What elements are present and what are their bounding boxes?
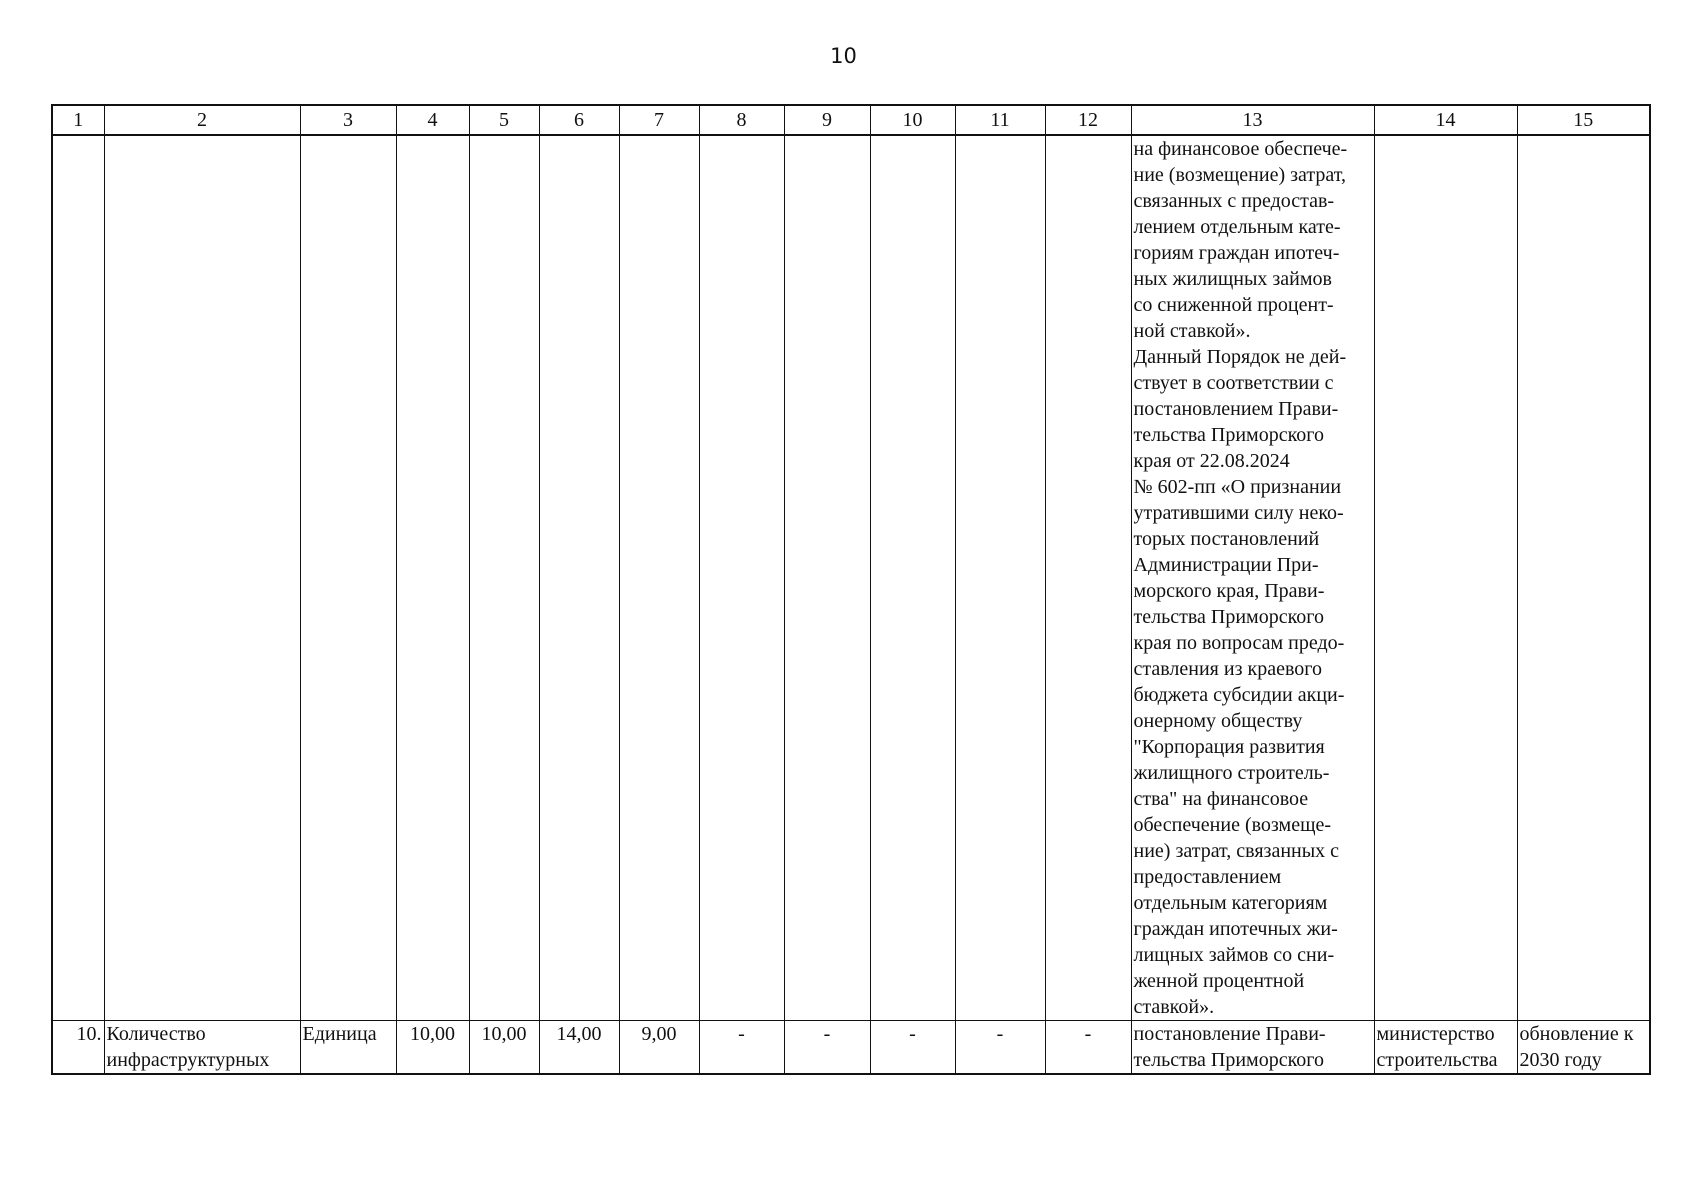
update-cell: обновление к 2030 году — [1517, 1021, 1650, 1075]
unit-cell: Единица — [300, 1021, 396, 1075]
column-number-row — [52, 105, 1650, 135]
column-header: 7 — [619, 105, 699, 135]
indicators-table — [51, 104, 1651, 1075]
column-header: 14 — [1374, 105, 1517, 135]
column-header: 5 — [469, 105, 539, 135]
row-number-cell: 10. — [52, 1021, 104, 1075]
column-header: 15 — [1517, 105, 1650, 135]
empty-cell — [699, 135, 784, 1021]
empty-cell — [396, 135, 469, 1021]
value-cell: 14,00 — [539, 1021, 619, 1075]
empty-cell — [104, 135, 300, 1021]
column-header: 1 — [52, 105, 104, 135]
column-header: 10 — [870, 105, 955, 135]
column-header: 2 — [104, 105, 300, 135]
empty-cell — [52, 135, 104, 1021]
empty-cell — [619, 135, 699, 1021]
indicator-name-cell: Количество инфраструктурных — [104, 1021, 300, 1075]
value-cell: - — [870, 1021, 955, 1075]
value-cell: 9,00 — [619, 1021, 699, 1075]
column-header: 8 — [699, 105, 784, 135]
column-header: 9 — [784, 105, 870, 135]
empty-cell — [1045, 135, 1131, 1021]
empty-cell — [784, 135, 870, 1021]
empty-cell — [870, 135, 955, 1021]
regulatory-act-cell: постановление Прави- тельства Приморского — [1131, 1021, 1374, 1075]
value-cell: 10,00 — [396, 1021, 469, 1075]
empty-cell — [1517, 135, 1650, 1021]
empty-cell — [469, 135, 539, 1021]
column-header: 3 — [300, 105, 396, 135]
responsible-cell: министерство строительства — [1374, 1021, 1517, 1075]
value-cell: - — [955, 1021, 1045, 1075]
value-cell: - — [1045, 1021, 1131, 1075]
empty-cell — [1374, 135, 1517, 1021]
table-row — [52, 1021, 1650, 1075]
table-row — [52, 135, 1650, 1021]
column-header: 6 — [539, 105, 619, 135]
empty-cell — [300, 135, 396, 1021]
empty-cell — [955, 135, 1045, 1021]
value-cell: - — [784, 1021, 870, 1075]
value-cell: - — [699, 1021, 784, 1075]
column-header: 13 — [1131, 105, 1374, 135]
empty-cell — [539, 135, 619, 1021]
value-cell: 10,00 — [469, 1021, 539, 1075]
column-header: 4 — [396, 105, 469, 135]
column-header: 11 — [955, 105, 1045, 135]
page-number: 10 — [830, 44, 857, 68]
column-header: 12 — [1045, 105, 1131, 135]
regulatory-act-cell: на финансовое обеспече- ние (возмещение) затрат, связанных с предостав- лением отдельным кате- гориям граждан ипотеч- ных жилищных займов со сниженной процент- ной ставкой». Данный Порядок не дей- ствует в соответствии с постановлением Прави- тельства Приморского края от 22.08.2024 № 602-пп «О признании утратившими силу неко- торых постановлений Администрации При- морского края, Прави- тельства Приморского края по вопросам предо- ставления из краевого бюджета субсидии акци- онерному обществу "Корпорация развития жилищного строитель- ства" на финансовое обеспечение (возмеще- ние) затрат, связанных с предоставлением отдельным категориям граждан ипотечных жи- лищных займов со сни- женной процентной ставкой». — [1131, 135, 1374, 1021]
